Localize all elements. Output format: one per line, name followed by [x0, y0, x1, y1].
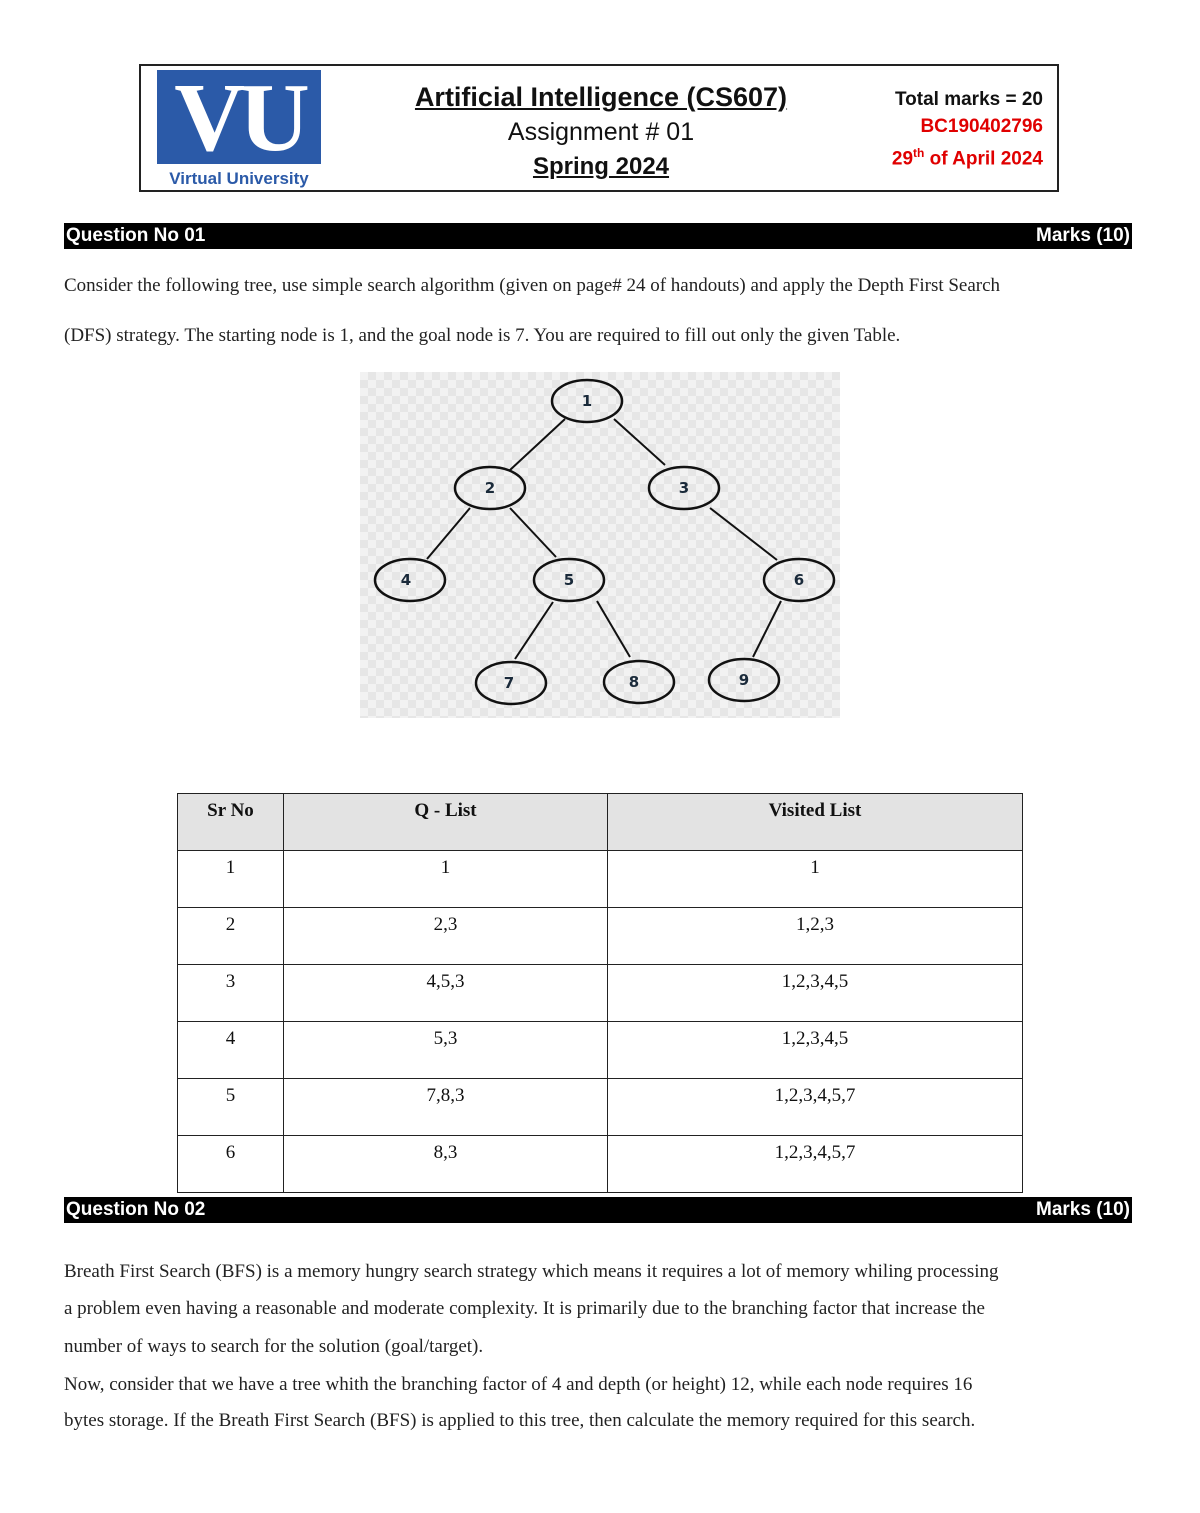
question-1-line-2: (DFS) strategy. The starting node is 1, and the goal node is 7. You are required to fill out only the given Table.	[64, 325, 901, 346]
header-visited-list: Visited List	[608, 794, 1023, 851]
cell-sr-no: 2	[178, 908, 284, 965]
question-2-bar	[64, 1197, 1132, 1223]
table-row	[178, 851, 1023, 908]
cell-q-list: 1	[284, 851, 608, 908]
cell-sr-no: 3	[178, 965, 284, 1022]
due-suffix: th	[913, 146, 925, 160]
tree-svg	[360, 372, 840, 718]
question-2-label: Question No 02	[66, 1199, 206, 1220]
table-row	[178, 1136, 1023, 1193]
question-1-bar	[64, 223, 1132, 249]
due-day: 29	[891, 148, 914, 170]
title-block	[391, 80, 811, 184]
node-9-label: 9	[738, 671, 750, 689]
cell-sr-no: 4	[178, 1022, 284, 1079]
edge-2-4	[427, 508, 470, 559]
edge-1-2	[510, 419, 565, 470]
question-2-line-2: a problem even having a reasonable and moderate complexity. It is primarily due to the branching factor that increase the	[64, 1298, 985, 1319]
assignment-number: Assignment # 01	[507, 118, 695, 146]
edge-2-5	[510, 508, 556, 557]
node-1-label: 1	[581, 392, 593, 410]
table-row	[178, 908, 1023, 965]
header-left-border	[139, 72, 141, 184]
cell-visited-list: 1,2,3	[608, 908, 1023, 965]
question-2-line-5: bytes storage. If the Breath First Search (BFS) is applied to this tree, then calculate the memory required for this search.	[64, 1410, 976, 1431]
question-2-line-1: Breath First Search (BFS) is a memory hungry search strategy which means it requires a lot of memory whiling processing	[64, 1261, 999, 1282]
edge-5-8	[597, 601, 630, 657]
node-4-label: 4	[400, 571, 412, 589]
cell-visited-list: 1,2,3,4,5	[608, 965, 1023, 1022]
semester: Spring 2024	[532, 153, 670, 180]
cell-sr-no: 1	[178, 851, 284, 908]
edge-3-6	[710, 508, 777, 560]
marks-block	[863, 86, 1043, 172]
table-row	[178, 1079, 1023, 1136]
tree-diagram	[360, 372, 840, 718]
edge-1-3	[614, 419, 665, 465]
due-rest: of April 2024	[924, 148, 1043, 170]
edge-5-7	[515, 602, 553, 659]
due-date	[863, 140, 1043, 172]
node-6-label: 6	[793, 571, 805, 589]
dfs-table	[177, 793, 1023, 1193]
logo-text: VU	[174, 70, 304, 172]
header-q-list: Q - List	[284, 794, 608, 851]
cell-visited-list: 1,2,3,4,5,7	[608, 1136, 1023, 1193]
question-1-label: Question No 01	[66, 225, 206, 246]
question-2-marks: Marks (10)	[1036, 1199, 1130, 1220]
cell-q-list: 8,3	[284, 1136, 608, 1193]
course-title: Artificial Intelligence (CS607)	[414, 82, 788, 112]
node-5-label: 5	[563, 571, 575, 589]
vu-logo	[157, 70, 321, 188]
cell-sr-no: 5	[178, 1079, 284, 1136]
table-row	[178, 965, 1023, 1022]
cell-visited-list: 1,2,3,4,5,7	[608, 1079, 1023, 1136]
cell-sr-no: 6	[178, 1136, 284, 1193]
table-header-row	[178, 794, 1023, 851]
question-2-line-4: Now, consider that we have a tree whith the branching factor of 4 and depth (or height) 12, while each node requires 16	[64, 1374, 973, 1395]
student-id: BC190402796	[920, 116, 1043, 137]
assignment-header	[139, 64, 1059, 192]
header-right-border	[1057, 72, 1059, 184]
question-2-line-3: number of ways to search for the solution (goal/target).	[64, 1336, 484, 1357]
node-3-label: 3	[678, 479, 690, 497]
table-row	[178, 1022, 1023, 1079]
total-marks: Total marks = 20	[894, 89, 1043, 110]
cell-visited-list: 1	[608, 851, 1023, 908]
edge-6-9	[753, 601, 781, 657]
node-2-label: 2	[484, 479, 496, 497]
question-1-marks: Marks (10)	[1036, 225, 1130, 246]
cell-q-list: 4,5,3	[284, 965, 608, 1022]
cell-q-list: 2,3	[284, 908, 608, 965]
cell-q-list: 7,8,3	[284, 1079, 608, 1136]
cell-q-list: 5,3	[284, 1022, 608, 1079]
logo-caption: Virtual University	[169, 169, 309, 188]
node-7-label: 7	[503, 674, 515, 692]
question-1-line-1: Consider the following tree, use simple search algorithm (given on page# 24 of handouts) and apply the Depth First Search	[64, 275, 1001, 296]
header-sr-no: Sr No	[178, 794, 284, 851]
cell-visited-list: 1,2,3,4,5	[608, 1022, 1023, 1079]
node-8-label: 8	[628, 673, 640, 691]
